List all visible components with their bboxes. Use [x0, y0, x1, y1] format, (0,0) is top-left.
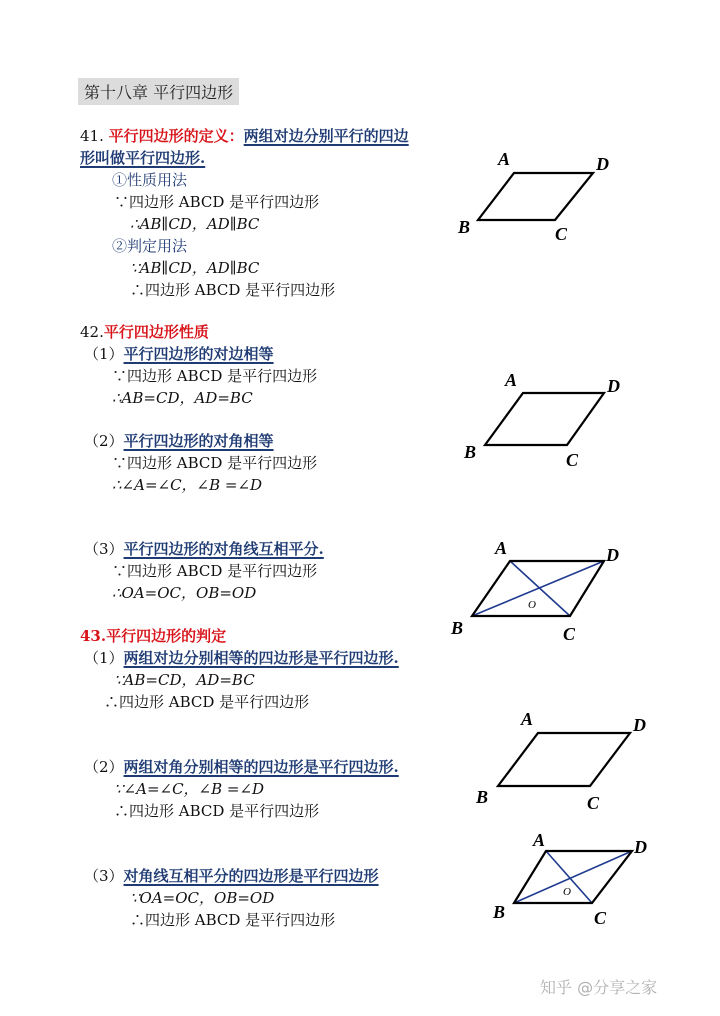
vertex-label-a: A — [533, 830, 546, 850]
figure-opposite-sides-equal — [475, 709, 646, 813]
definition-title: 平行四边形的定义 — [108, 127, 229, 145]
property-line2: ∴AB∥CD，AD∥BC — [130, 215, 260, 233]
s43-item3-line2: ∴四边形 ABCD 是平行四边形 — [130, 911, 336, 929]
vertex-label-c: C — [594, 908, 607, 928]
chapter-title: 第十八章 平行四边形 — [78, 78, 239, 105]
vertex-label-c: C — [563, 624, 576, 644]
vertex-label-b: B — [451, 618, 464, 638]
section-43-number: 43. — [80, 627, 107, 645]
vertex-label-d: D — [633, 715, 646, 735]
s42-item3-title: 平行四边形的对角线互相平分. — [123, 540, 324, 558]
center-label-o: O — [528, 599, 536, 611]
s43-item3-index: （3） — [84, 867, 124, 885]
definition-colon: ： — [228, 127, 244, 145]
section-42-title: 平行四边形性质 — [103, 323, 209, 341]
section-43-title: 平行四边形的判定 — [106, 627, 227, 645]
s42-item1-title: 平行四边形的对边相等 — [123, 345, 274, 363]
s42-item1-index: （1） — [84, 345, 124, 363]
property-usage-label: ①性质用法 — [112, 171, 188, 189]
figure-diagonals-bisect-criterion — [492, 830, 647, 928]
parallelogram-shape — [478, 173, 593, 220]
vertex-label-a: A — [521, 709, 534, 729]
parallelogram-shape — [498, 733, 630, 786]
s42-item1-line1: ∵四边形 ABCD 是平行四边形 — [112, 367, 318, 385]
s42-item3-line2: ∴OA=OC，OB=OD — [112, 584, 257, 602]
vertex-label-a: A — [505, 370, 518, 390]
parallelogram-shape — [485, 393, 604, 445]
s43-item2-index: （2） — [84, 758, 124, 776]
vertex-label-d: D — [606, 545, 619, 565]
diagonal-bd — [514, 851, 632, 903]
s43-item1-line1: ∵AB=CD，AD=BC — [114, 671, 255, 689]
section-42-number: 42. — [80, 323, 104, 341]
figure-diagonals-bisect — [450, 538, 619, 644]
s43-item3-title: 对角线互相平分的四边形是平行四边形 — [123, 867, 379, 885]
vertex-label-d: D — [596, 154, 609, 174]
center-label-o: O — [563, 886, 571, 898]
s42-item1-line2: ∴AB=CD，AD=BC — [112, 389, 253, 407]
vertex-label-c: C — [587, 793, 600, 813]
definition-text-line2: 形叫做平行四边形. — [80, 149, 206, 167]
figure-definition — [457, 149, 609, 244]
s43-item1-line2: ∴四边形 ABCD 是平行四边形 — [104, 693, 310, 711]
vertex-label-d: D — [607, 376, 620, 396]
vertex-label-c: C — [566, 450, 579, 470]
vertex-label-b: B — [493, 902, 506, 922]
vertex-label-a: A — [498, 149, 511, 169]
vertex-label-b: B — [464, 442, 477, 462]
s43-item1-title: 两组对边分别相等的四边形是平行四边形. — [123, 649, 399, 667]
s42-item2-line1: ∵四边形 ABCD 是平行四边形 — [112, 454, 318, 472]
watermark: 知乎 @分享之家 — [540, 978, 658, 997]
judgement-usage-label: ②判定用法 — [112, 237, 188, 255]
s43-item2-line1: ∵∠A=∠C，∠B =∠D — [114, 780, 265, 798]
s43-item2-title: 两组对角分别相等的四边形是平行四边形. — [123, 758, 399, 776]
s42-item3-index: （3） — [84, 540, 124, 558]
figure-opposite-sides — [463, 370, 620, 470]
section-41-number: 41. — [80, 127, 104, 145]
vertex-label-b: B — [476, 787, 489, 807]
vertex-label-d: D — [634, 837, 647, 857]
vertex-label-a: A — [495, 538, 508, 558]
judgement-line2: ∴四边形 ABCD 是平行四边形 — [130, 281, 336, 299]
definition-text-line1: 两组对边分别平行的四边 — [243, 127, 409, 145]
property-line1: ∵四边形 ABCD 是平行四边形 — [114, 193, 320, 211]
vertex-label-c: C — [555, 224, 568, 244]
s43-item2-line2: ∴四边形 ABCD 是平行四边形 — [114, 802, 320, 820]
s42-item2-index: （2） — [84, 432, 124, 450]
s42-item2-title: 平行四边形的对角相等 — [123, 432, 274, 450]
vertex-label-b: B — [458, 217, 471, 237]
s43-item1-index: （1） — [84, 649, 124, 667]
s43-item3-line1: ∵OA=OC，OB=OD — [130, 889, 275, 907]
s42-item3-line1: ∵四边形 ABCD 是平行四边形 — [112, 562, 318, 580]
s42-item2-line2: ∴∠A=∠C，∠B =∠D — [112, 476, 263, 494]
judgement-line1: ∵AB∥CD，AD∥BC — [130, 259, 260, 277]
